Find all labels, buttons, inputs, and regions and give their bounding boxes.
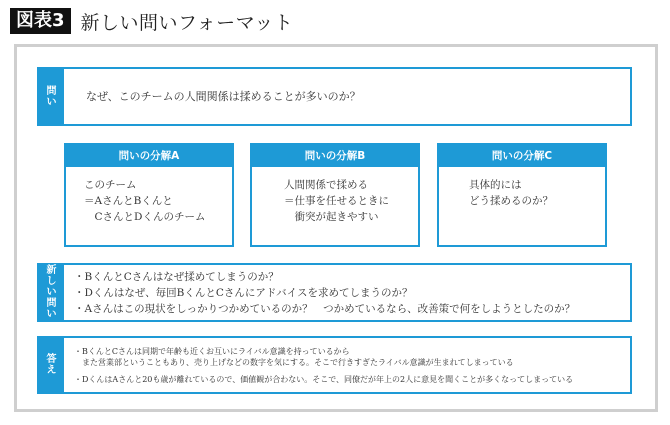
question-text: なぜ、このチームの人間関係は揉めることが多いのか？ (86, 90, 361, 103)
new-question-item: ・Aさんはこの現状をしっかりつかめているのか？ つかめているなら、改善策で何をしようとしたのか？ (74, 302, 576, 315)
decomposition-b (250, 143, 420, 247)
question-box (37, 67, 632, 126)
question-label: 問 い (39, 69, 64, 124)
new-question-item: ・Dくんはなぜ、毎回BくんとCさんにアドバイスを求めてしまうのか？ (74, 286, 413, 299)
decomposition-a-title: 問いの分解A (66, 145, 232, 167)
figure-heading: 新しい問いフォーマット (80, 11, 294, 34)
decomposition-c-title: 問いの分解C (439, 145, 605, 167)
answer-item-2-line-1: ・DくんはAさんと20も歳が離れているので、価値観が合わない。そこで、同僚だが年上の2人に意見を聞くことが多くなってしまっている (74, 374, 574, 384)
decomposition-b-title: 問いの分解B (252, 145, 418, 167)
decomposition-a-body: このチーム ＝AさんとBくんと CさんとDくんのチーム (84, 179, 206, 223)
new-question-item: ・BくんとCさんはなぜ揉めてしまうのか？ (74, 270, 279, 283)
new-questions-label: 新 し い 問 い (39, 265, 64, 320)
decomposition-c-body: 具体的には どう揉めるのか？ (469, 179, 553, 207)
answers-list (64, 338, 630, 392)
decomposition-b-body: 人間関係で揉める ＝仕事を任せるときに 衝突が起きやすい (284, 179, 389, 223)
new-questions-box (37, 263, 632, 322)
new-questions-list (64, 265, 630, 320)
figure-title (10, 8, 293, 34)
decomposition-c (437, 143, 607, 247)
answers-label: 答 え (39, 338, 64, 392)
answer-item-1-line-1: ・BくんとCさんは同期で年齢も近くお互いにライバル意識を持っているから (74, 346, 350, 356)
answer-item-1-line-2: また営業部ということもあり、売り上げなどの数字を気にする。そこで行きすぎたライバル意識が生まれてしまっている (74, 357, 514, 367)
figure-badge: 図表3 (10, 8, 71, 34)
decomposition-a (64, 143, 234, 247)
question-body (64, 69, 630, 124)
answers-box (37, 336, 632, 394)
